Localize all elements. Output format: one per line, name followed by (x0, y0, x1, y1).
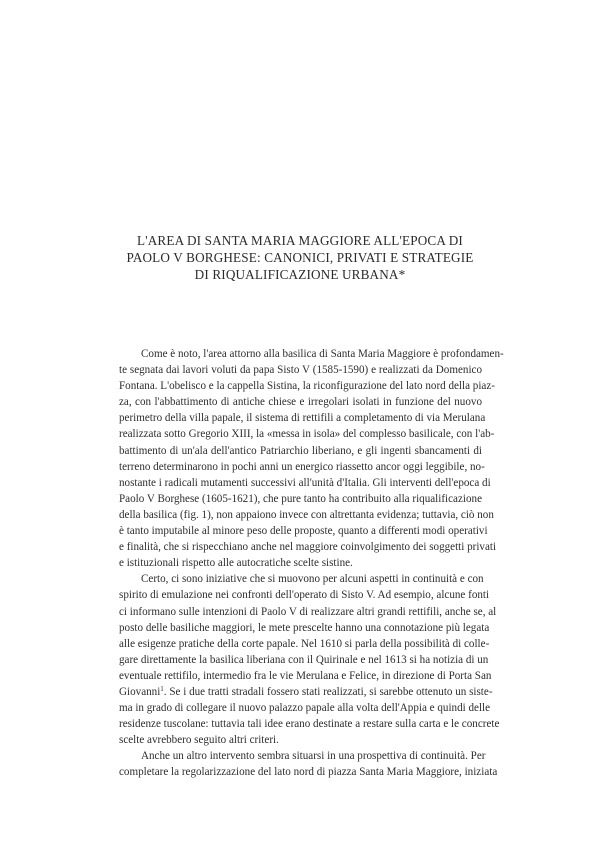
text-line: ci informano sulle intenzioni di Paolo V di realizzare altri grandi rettifili, anche se, al (119, 605, 497, 618)
footnote-reference[interactable]: 1 (160, 684, 164, 693)
text-line: Come è noto, l'area attorno alla basilica di Santa Maria Maggiore è profondamen- (141, 348, 504, 360)
text-line: eventuale rettifilo, intermedio fra le vie Merulana e Felice, in direzione di Porta San (119, 669, 492, 682)
text-line: battimento di un'ala dell'antico Patriarchio liberiano, e gli ingenti sbancamenti di (119, 444, 482, 457)
text-line: spirito di emulazione nei confronti dell'operato di Sisto V. Ad esempio, alcune fonti (119, 589, 490, 602)
text-fragment: Giovanni (119, 685, 161, 698)
title-line: L'AREA DI SANTA MARIA MAGGIORE ALL'EPOCA DI (137, 233, 463, 248)
article-title (100, 232, 500, 283)
text-line: Anche un altro intervento sembra situarsi in una prospettiva di continuità. Per (141, 750, 486, 763)
text-line: Fontana. L'obelisco e la cappella Sistina, la riconfigurazione del lato nord della piaz- (119, 380, 495, 393)
text-line: alle esigenze pratiche della corte papale. Nel 1610 si parla della possibilità di colle- (119, 637, 490, 650)
text-fragment: . Se i due tratti stradali fossero stati realizzati, si sarebbe ottenuto un siste- (163, 685, 493, 698)
text-line: è tanto imputabile al minore peso delle proposte, quanto a differenti modi operativi (119, 525, 488, 538)
text-line: terreno determinarono in pochi anni un energico riassetto ancor oggi leggibile, no- (119, 460, 485, 473)
text-line: scelte avrebbero seguito altri criteri. (119, 734, 279, 747)
paragraph-1 (119, 346, 504, 571)
text-line: za, con l'abbattimento di antiche chiese e irregolari isolati in funzione del nuovo (119, 396, 482, 409)
text-line: Paolo V Borghese (1605-1621), che pure tanto ha contribuito alla riqualificazione (119, 492, 482, 505)
paragraph-3 (119, 748, 498, 780)
text-line: te segnata dai lavori voluti da papa Sisto V (1585-1590) e realizzati da Domenico (119, 364, 482, 377)
article-body (119, 346, 504, 781)
text-line: e finalità, che si rispecchiano anche nel maggiore coinvolgimento dei soggetti privati (119, 541, 497, 554)
text-line: della basilica (fig. 1), non appaiono invece con altrettanta evidenza; tuttavia, ciò non (119, 508, 494, 521)
text-line: ma in grado di collegare il nuovo palazzo papale alla volta dell'Appia e quindi delle (119, 702, 491, 715)
text-line: e istituzionali rispetto alle autocratiche scelte sistine. (119, 557, 353, 570)
text-line: completare la regolarizzazione del lato nord di piazza Santa Maria Maggiore, iniziata (119, 766, 498, 779)
text-line: posto delle basiliche maggiori, le mete prescelte hanno una connotazione più legata (119, 621, 490, 634)
paragraph-2 (119, 571, 500, 748)
text-line: Certo, ci sono iniziative che si muovono per alcuni aspetti in continuità e con (141, 573, 484, 586)
title-line: DI RIQUALIFICAZIONE URBANA* (194, 267, 406, 282)
text-line: gare direttamente la basilica liberiana con il Quirinale e nel 1613 si ha notizia di un (119, 653, 489, 666)
title-line: PAOLO V BORGHESE: CANONICI, PRIVATI E STRATEGIE (126, 250, 474, 265)
text-line: nostante i radicali mutamenti successivi all'unità d'Italia. Gli interventi dell'epoca di (119, 476, 491, 489)
text-line: residenze tuscolane: tuttavia tali idee erano destinate a restare sulla carta e le concrete (119, 718, 500, 731)
text-line: realizzata sotto Gregorio XIII, la «messa in isola» del complesso basilicale, con l'ab- (119, 428, 495, 441)
text-line: perimetro della villa papale, il sistema di rettifili a completamento di via Merulana (119, 412, 486, 425)
text-line-with-footnote (119, 684, 493, 700)
